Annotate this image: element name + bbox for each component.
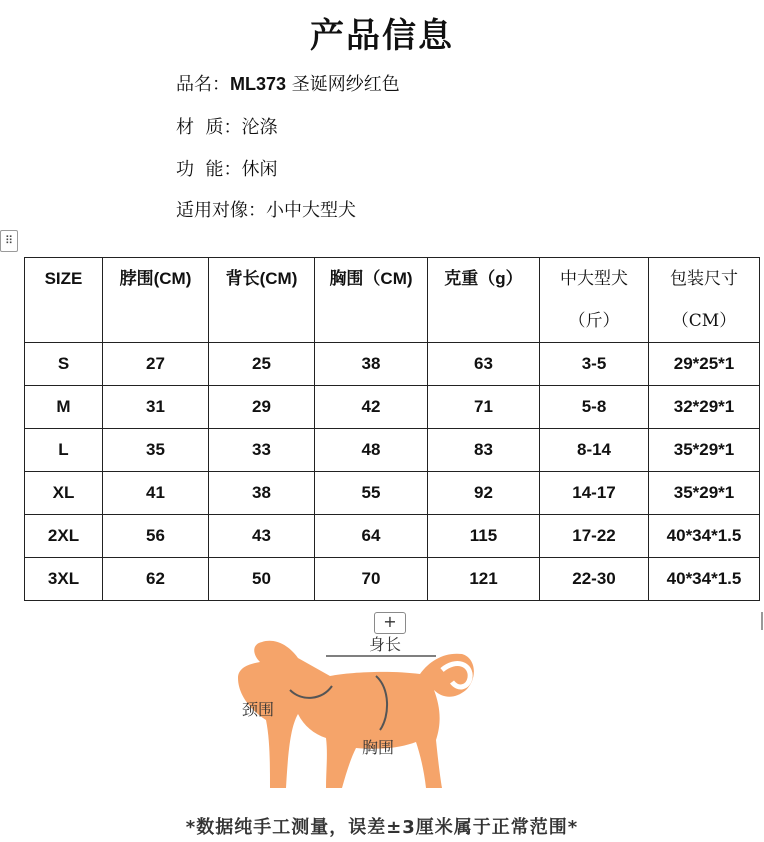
size-cell: M (25, 386, 103, 429)
product-name-value: 圣诞网纱红色 (286, 74, 400, 95)
function-key: 功 能： (176, 159, 242, 180)
header-weight: 克重（g） (428, 258, 540, 343)
value-cell: 62 (103, 558, 209, 601)
value-cell: 41 (103, 472, 209, 515)
value-cell: 29 (209, 386, 315, 429)
header-dog-weight: 中大型犬 （斤） (540, 258, 649, 343)
value-cell: 38 (315, 343, 428, 386)
neck-label: 颈围 (242, 700, 275, 719)
value-cell: 33 (209, 429, 315, 472)
header-back-length: 背长(CM) (209, 258, 315, 343)
value-cell: 17-22 (540, 515, 649, 558)
add-row-icon[interactable]: + (374, 612, 406, 634)
value-cell: 5-8 (540, 386, 649, 429)
value-cell: 121 (428, 558, 540, 601)
material-key: 材 质： (176, 117, 242, 138)
value-cell: 83 (428, 429, 540, 472)
table-row (25, 343, 760, 386)
header-neck: 脖围(CM) (103, 258, 209, 343)
value-cell: 43 (209, 515, 315, 558)
header-size: SIZE (25, 258, 103, 343)
material-value: 沦涤 (241, 117, 278, 138)
value-cell: 25 (209, 343, 315, 386)
size-table (24, 257, 760, 601)
function-value: 休闲 (241, 159, 278, 180)
value-cell: 115 (428, 515, 540, 558)
value-cell: 32*29*1 (649, 386, 760, 429)
value-cell: 64 (315, 515, 428, 558)
value-cell: 40*34*1.5 (649, 515, 760, 558)
size-cell: XL (25, 472, 103, 515)
table-row (25, 558, 760, 601)
value-cell: 50 (209, 558, 315, 601)
table-row (25, 515, 760, 558)
value-cell: 35*29*1 (649, 429, 760, 472)
product-code: ML373 (230, 74, 287, 94)
header-chest: 胸围（CM) (315, 258, 428, 343)
function-line (176, 155, 277, 181)
table-header-row (25, 258, 760, 343)
chest-label: 胸围 (362, 738, 395, 757)
target-value: 小中大型犬 (266, 200, 356, 221)
size-cell: 2XL (25, 515, 103, 558)
value-cell: 40*34*1.5 (649, 558, 760, 601)
value-cell: 31 (103, 386, 209, 429)
value-cell: 70 (315, 558, 428, 601)
value-cell: 35*29*1 (649, 472, 760, 515)
value-cell: 48 (315, 429, 428, 472)
value-cell: 14-17 (540, 472, 649, 515)
page-title: 产品信息 (310, 16, 454, 56)
table-drag-handle-icon[interactable]: ⠿ (0, 230, 18, 252)
value-cell: 63 (428, 343, 540, 386)
value-cell: 3-5 (540, 343, 649, 386)
value-cell: 38 (209, 472, 315, 515)
value-cell: 29*25*1 (649, 343, 760, 386)
table-row (25, 429, 760, 472)
footnote: *数据纯手工测量，误差±3厘米属于正常范围* (185, 817, 579, 838)
size-cell: S (25, 343, 103, 386)
value-cell: 22-30 (540, 558, 649, 601)
value-cell: 35 (103, 429, 209, 472)
material-line (176, 113, 277, 139)
value-cell: 8-14 (540, 429, 649, 472)
header-package-size: 包装尺寸 （CM） (649, 258, 760, 343)
product-name-line (176, 70, 400, 96)
length-label: 身长 (369, 635, 402, 654)
size-cell: L (25, 429, 103, 472)
target-line (176, 196, 356, 222)
value-cell: 55 (315, 472, 428, 515)
size-cell: 3XL (25, 558, 103, 601)
product-name-key: 品名： (176, 74, 230, 95)
table-row (25, 472, 760, 515)
value-cell: 71 (428, 386, 540, 429)
resize-edge[interactable] (761, 612, 763, 630)
value-cell: 42 (315, 386, 428, 429)
value-cell: 56 (103, 515, 209, 558)
value-cell: 27 (103, 343, 209, 386)
value-cell: 92 (428, 472, 540, 515)
table-row (25, 386, 760, 429)
target-key: 适用对像： (176, 200, 266, 221)
